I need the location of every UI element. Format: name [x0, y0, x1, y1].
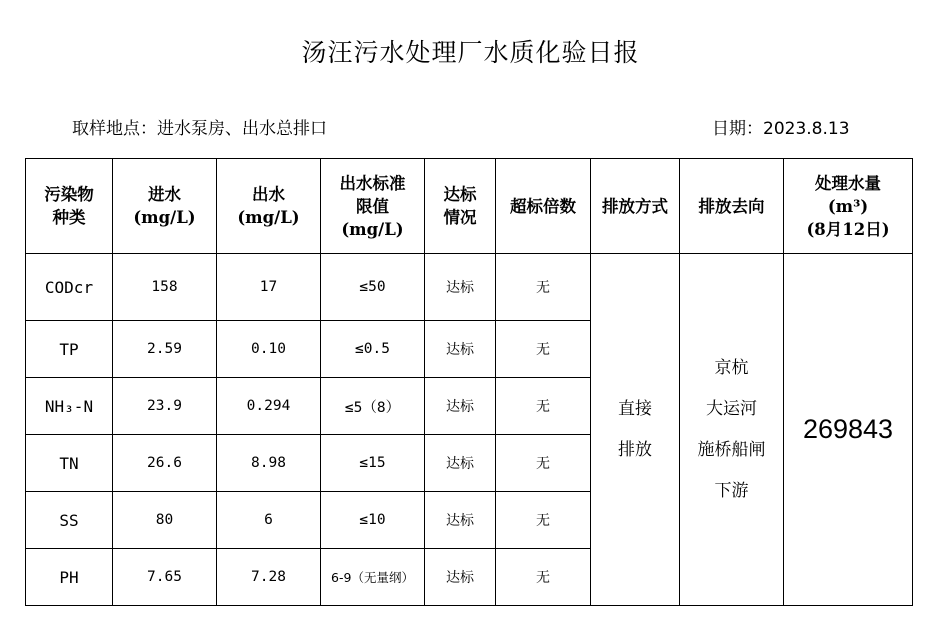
discharge-method-line2: 排放 [618, 439, 652, 460]
inflow-value: 26.6 [113, 435, 217, 492]
header-inflow-line2: (mg/L) [133, 208, 196, 227]
pollutant-name: TP [26, 321, 113, 378]
discharge-destination-line4: 下游 [714, 480, 749, 501]
header-standard [321, 159, 425, 254]
discharge-destination-line3: 施桥船闸 [697, 439, 766, 460]
report-title: 汤汪污水处理厂水质化验日报 [301, 38, 640, 67]
header-standard-line1: 出水标准 [339, 173, 406, 193]
header-volume-line3: (8月12日) [806, 219, 890, 239]
treated-volume: 269843 [784, 254, 913, 606]
header-exceed-times: 超标倍数 [496, 159, 591, 254]
header-outflow-line1: 出水 [252, 185, 285, 204]
compliance-status: 达标 [425, 492, 496, 549]
header-inflow-line1: 进水 [148, 185, 181, 204]
table-row [26, 254, 913, 321]
header-row [26, 159, 913, 254]
pollutant-name: NH₃-N [26, 378, 113, 435]
exceed-times: 无 [496, 549, 591, 606]
inflow-value: 80 [113, 492, 217, 549]
header-discharge-destination: 排放去向 [680, 159, 784, 254]
discharge-method [591, 254, 680, 606]
standard-limit: ≤50 [321, 254, 425, 321]
exceed-times: 无 [496, 254, 591, 321]
discharge-destination [680, 254, 784, 606]
inflow-value: 2.59 [113, 321, 217, 378]
standard-limit: ≤15 [321, 435, 425, 492]
discharge-method-line1: 直接 [618, 398, 652, 419]
standard-limit: ≤10 [321, 492, 425, 549]
header-compliance-line2: 情况 [443, 208, 477, 227]
header-compliance [425, 159, 496, 254]
header-compliance-line1: 达标 [443, 185, 477, 204]
exceed-times: 无 [496, 435, 591, 492]
report-date: 日期：2023.8.13 [712, 119, 850, 139]
standard-limit: ≤5（8） [321, 378, 425, 435]
compliance-status: 达标 [425, 378, 496, 435]
header-volume-line2: (m³) [827, 196, 869, 216]
exceed-times: 无 [496, 321, 591, 378]
header-outflow-line2: (mg/L) [237, 208, 300, 227]
outflow-value: 17 [217, 254, 321, 321]
header-pollutant-line2: 种类 [52, 208, 86, 227]
standard-limit: ≤0.5 [321, 321, 425, 378]
outflow-value: 8.98 [217, 435, 321, 492]
inflow-value: 158 [113, 254, 217, 321]
pollutant-name: CODcr [26, 254, 113, 321]
header-pollutant-line1: 污染物 [44, 185, 94, 204]
water-quality-table [25, 158, 913, 606]
compliance-status: 达标 [425, 435, 496, 492]
header-standard-line2: 限值 [356, 196, 389, 216]
outflow-value: 6 [217, 492, 321, 549]
pollutant-name: SS [26, 492, 113, 549]
exceed-times: 无 [496, 378, 591, 435]
pollutant-name: TN [26, 435, 113, 492]
discharge-destination-line1: 京杭 [714, 357, 749, 378]
compliance-status: 达标 [425, 321, 496, 378]
compliance-status: 达标 [425, 549, 496, 606]
header-volume-line1: 处理水量 [815, 173, 881, 193]
inflow-value: 23.9 [113, 378, 217, 435]
outflow-value: 0.10 [217, 321, 321, 378]
outflow-value: 0.294 [217, 378, 321, 435]
sampling-location: 取样地点：进水泵房、出水总排口 [72, 119, 327, 139]
discharge-destination-line2: 大运河 [706, 398, 757, 419]
outflow-value: 7.28 [217, 549, 321, 606]
header-standard-line3: (mg/L) [341, 219, 404, 239]
header-outflow [217, 159, 321, 254]
header-inflow [113, 159, 217, 254]
compliance-status: 达标 [425, 254, 496, 321]
header-pollutant [26, 159, 113, 254]
pollutant-name: PH [26, 549, 113, 606]
header-volume [784, 159, 913, 254]
inflow-value: 7.65 [113, 549, 217, 606]
exceed-times: 无 [496, 492, 591, 549]
header-discharge-method: 排放方式 [591, 159, 680, 254]
standard-limit: 6-9（无量纲） [321, 549, 425, 606]
